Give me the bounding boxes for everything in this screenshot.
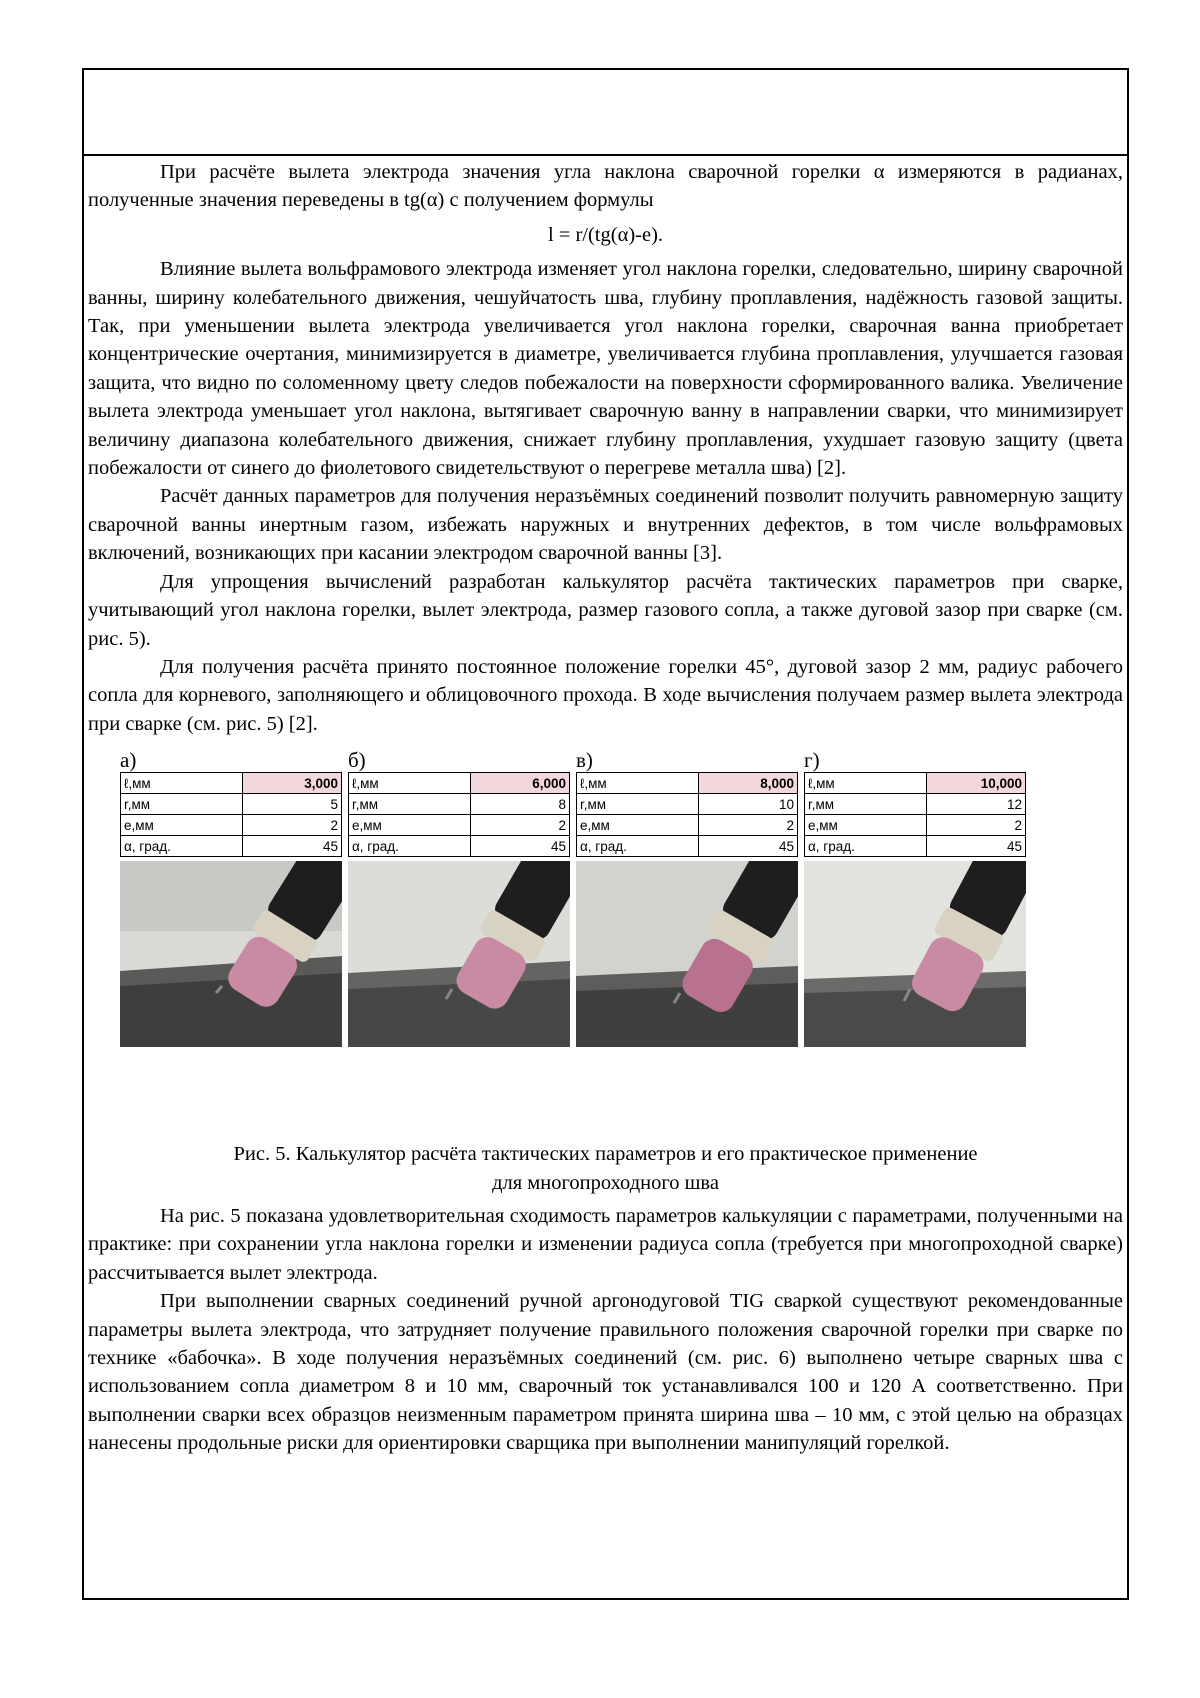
param-value: 2 [927, 815, 1026, 836]
figure-caption-line1: Рис. 5. Калькулятор расчёта тактических параметров и его практическое применение [233, 1143, 978, 1166]
calculator-table [120, 772, 342, 857]
paragraph-experiment: При выполнении сварных соединений ручной аргонодуговой TIG сваркой существуют рекомендованные параметры вылета электрода, что затрудняет получение правильного положения сварочной горелки при сварке по технике «бабочка». В ходе получения неразъёмных соединений (см. рис. 6) выполнено четыре сварных шва с использованием сопла диаметром 8 и 10 мм, сварочный ток устанавливался 100 и 120 А соответственно. При выполнении сварки всех образцов неизменным параметром принята ширина шва – 10 мм, с этой целью на образцах нанесены продольные риски для ориентировки сварщика при выполнении манипуляций горелкой. [88, 1290, 1123, 1455]
paragraph-calculator: Для упрощения вычислений разработан калькулятор расчёта тактических параметров при сварке, учитывающий угол наклона горелки, вылет электрода, размер газового сопла, а также дуговой зазор при сварке (см. рис. 5). [88, 570, 1123, 650]
panel-label: в) [576, 748, 593, 773]
torch-photo [348, 861, 570, 1047]
param-name: r,мм [121, 794, 243, 815]
param-name: e,мм [121, 815, 243, 836]
param-value: 45 [471, 836, 570, 857]
figure-caption-line2: для многопроходного шва [492, 1171, 719, 1194]
param-name: ℓ,мм [805, 773, 927, 794]
figure-panel-c [576, 748, 798, 1047]
calculator-table [804, 772, 1026, 857]
torch-photo [576, 861, 798, 1047]
param-name: r,мм [577, 794, 699, 815]
param-value: 8,000 [699, 773, 798, 794]
param-value: 3,000 [243, 773, 342, 794]
param-name: α, град. [349, 836, 471, 857]
page-content [88, 158, 1123, 1458]
param-name: α, град. [805, 836, 927, 857]
param-value: 45 [927, 836, 1026, 857]
param-value: 2 [699, 815, 798, 836]
param-name: r,мм [805, 794, 927, 815]
param-name: r,мм [349, 794, 471, 815]
figure-5 [88, 748, 1123, 1140]
calculator-table [348, 772, 570, 857]
param-value: 2 [243, 815, 342, 836]
param-name: ℓ,мм [349, 773, 471, 794]
param-value: 45 [243, 836, 342, 857]
panel-label: б) [348, 748, 366, 773]
param-value: 2 [471, 815, 570, 836]
param-name: e,мм [349, 815, 471, 836]
param-name: α, град. [121, 836, 243, 857]
figure-panel-b [348, 748, 570, 1047]
paragraph-calculation: Расчёт данных параметров для получения неразъёмных соединений позволит получить равномерную защиту сварочной ванны инертным газом, избежать наружных и внутренних дефектов, в том числе вольфрамовых включений, возникающих при касании электродом сварочной ванны [3]. [88, 485, 1123, 565]
param-name: α, град. [577, 836, 699, 857]
panel-label: а) [120, 748, 137, 773]
torch-photo [120, 861, 342, 1047]
param-name: ℓ,мм [577, 773, 699, 794]
param-value: 45 [699, 836, 798, 857]
paragraph-formula-intro: При расчёте вылета электрода значения угла наклона сварочной горелки α измеряются в радианах, полученные значения переведены в tg(α) с получением формулы [88, 161, 1123, 212]
param-name: e,мм [577, 815, 699, 836]
param-value: 6,000 [471, 773, 570, 794]
param-name: ℓ,мм [121, 773, 243, 794]
panel-label: г) [804, 748, 820, 773]
formula: l = r/(tg(α)-e). [547, 223, 664, 246]
figure-panel-d [804, 748, 1026, 1047]
paragraph-influence: Влияние вылета вольфрамового электрода изменяет угол наклона горелки, следовательно, ширину сварочной ванны, ширину колебательного движения, чешуйчатость шва, глубину проплавления, надёжность газовой защиты. Так, при уменьшении вылета электрода увеличивается угол наклона горелки, сварочная ванна приобретает концентрические очертания, минимизируется в диаметре, увеличивается глубина проплавления, улучшается газовая защита, что видно по соломенному цвету следов побежалости на поверхности сформированного валика. Увеличение вылета электрода уменьшает угол наклона, вытягивает сварочную ванну в направлении сварки, что минимизирует величину диапазона колебательного движения, снижает глубину проплавления, ухудшает газовую защиту (цвета побежалости от синего до фиолетового свидетельствуют о перегреве металла шва) [2]. [88, 258, 1123, 480]
header-rule [84, 154, 1127, 156]
paragraph-assumptions: Для получения расчёта принято постоянное положение горелки 45°, дуговой зазор 2 мм, радиус рабочего сопла для корневого, заполняющего и облицовочного прохода. В ходе вычисления получаем размер вылета электрода при сварке (см. рис. 5) [2]. [88, 655, 1123, 735]
page-frame [82, 68, 1129, 1600]
param-value: 10,000 [927, 773, 1026, 794]
figure-panel-a [120, 748, 342, 1047]
param-name: e,мм [805, 815, 927, 836]
param-value: 12 [927, 794, 1026, 815]
param-value: 10 [699, 794, 798, 815]
param-value: 5 [243, 794, 342, 815]
torch-photo [804, 861, 1026, 1047]
paragraph-convergence: На рис. 5 показана удовлетворительная сходимость параметров калькуляции с параметрами, полученными на практике: при сохранении угла наклона горелки и изменении радиуса сопла (требуется при многопроходной сварке) рассчитывается вылет электрода. [88, 1204, 1123, 1284]
calculator-table [576, 772, 798, 857]
param-value: 8 [471, 794, 570, 815]
